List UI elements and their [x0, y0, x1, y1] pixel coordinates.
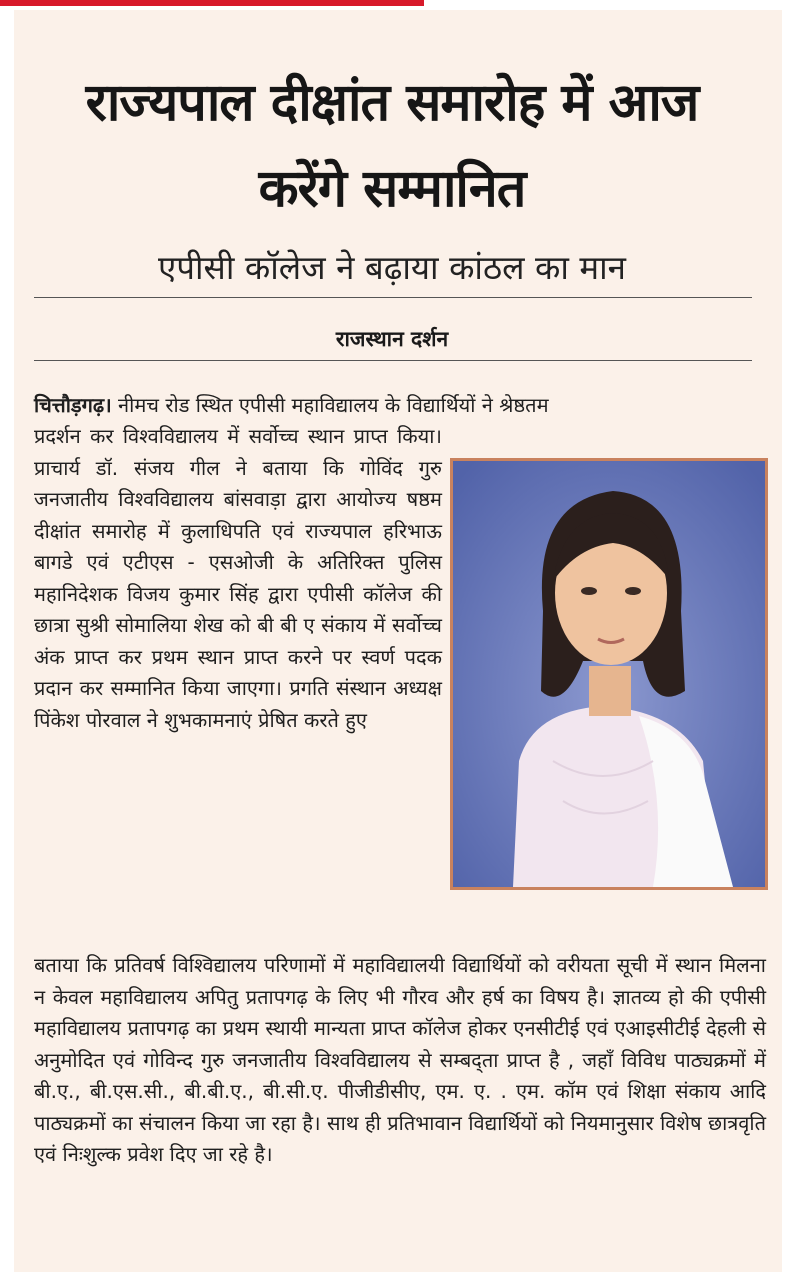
newspaper-clipping [14, 10, 782, 1272]
top-accent-bar [0, 0, 424, 6]
student-photo [450, 458, 768, 890]
byline: राजस्थान दर्शन [335, 327, 449, 351]
article-full-width-text: बताया कि प्रतिवर्ष विश्विद्यालय परिणामों में महाविद्यालयी विद्यार्थियों को वरीयता सूची में स्थान मिलना न केवल महाविद्यालय अपितु प्रतापगढ़ के लिए भी गौरव और हर्ष का विषय है। ज्ञातव्य हो की एपीसी महाविद्यालय प्रतापगढ़ का प्रथम स्थायी मान्यता प्राप्त कॉलेज होकर एनसीटीई एवं एआइसीटीई देहली से अनुमोदित एवं गोविन्द गुरु जनजातीय विश्वविद्यालय से सम्बद्‌ता प्राप्त है , जहाँ विविध पाठ्यक्रमों में बी.ए., बी.एस.सी., बी.बी.ए., बी.सी.ए. पीजीडीसीए, एम. ए. . एम. कॉम एवं शिक्षा संकाय आदि पाठ्यक्रमों का संचालन किया जा रहा है। साथ ही प्रतिभावान विद्यार्थियों को नियमानुसार विशेष छात्रवृति एवं निःशुल्क प्रवेश दिए जा रहे है। [34, 953, 766, 1166]
lead-paragraph [34, 390, 766, 422]
headline: राज्यपाल दीक्षांत समारोह में आज करेंगे सम्मानित [85, 73, 699, 219]
article-column-text: प्रदर्शन कर विश्वविद्यालय में सर्वोच्च स्थान प्राप्त किया। प्राचार्य डॉ. संजय गील ने बताया कि गोविंद गुरु जनजातीय विश्वविद्यालय बांसवाड़ा द्वारा आयोज्य षष्ठम दीक्षांत समारोह में कुलाधिपति एवं राज्यपाल हरिभाऊ बागडे एवं एटीएस - एसओजी के अतिरिक्त पुलिस महानिदेशक विजय कुमार सिंह द्वारा एपीसी कॉलेज की छात्रा सुश्री सोमालिया शेख को बी बी ए संकाय में सर्वोच्च अंक प्राप्त कर प्रथम स्थान प्राप्त करने पर स्वर्ण पदक प्रदान कर सम्मानित किया जाएगा। प्रगति संस्थान अध्यक्ष पिंकेश पोरवाल ने शुभकामनाएं प्रेषित करते हुए [34, 424, 442, 732]
dateline: चित्तौड़गढ़। [34, 393, 112, 417]
student-portrait-image [453, 461, 765, 887]
subheadline: एपीसी कॉलेज ने बढ़ाया कांठल का मान [158, 248, 626, 287]
top-divider [34, 297, 752, 298]
bottom-divider [34, 360, 752, 361]
lead-text: नीमच रोड स्थित एपीसी महाविद्यालय के विद्यार्थियों ने श्रेष्ठतम [111, 393, 549, 417]
